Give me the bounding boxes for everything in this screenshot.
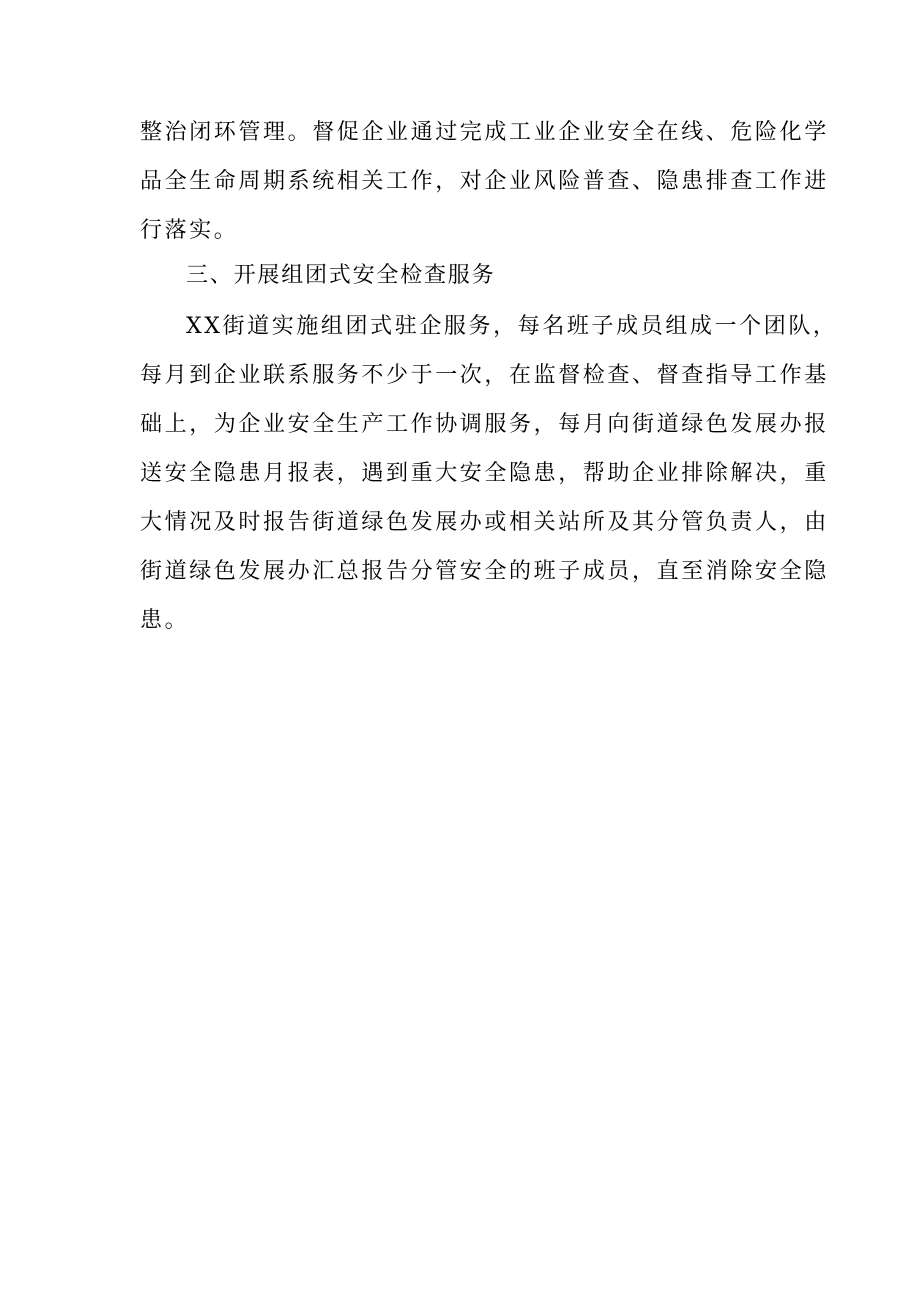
paragraph-line: 础上，为企业安全生产工作协调服务，每月向街道绿色发展办报 (140, 412, 829, 437)
paragraph-line: 患。 (140, 608, 190, 633)
paragraph-line: XX街道实施组团式驻企服务，每名班子成员组成一个团队， (186, 314, 838, 339)
paragraph-line: 大情况及时报告街道绿色发展办或相关站所及其分管负责人，由 (140, 510, 829, 535)
paragraph-line: 整治闭环管理。督促企业通过完成工业企业安全在线、危险化学 (140, 120, 829, 145)
paragraph-line: 行落实。 (140, 218, 239, 243)
paragraph-line: 街道绿色发展办汇总报告分管安全的班子成员，直至消除安全隐 (140, 559, 829, 584)
paragraph-line: 每月到企业联系服务不少于一次，在监督检查、督查指导工作基 (140, 363, 829, 388)
paragraph-line: 品全生命周期系统相关工作，对企业风险普查、隐患排查工作进 (140, 169, 829, 194)
paragraph-section-3 (140, 302, 838, 645)
paragraph-continuation (140, 108, 829, 255)
section-heading: 三、开展组团式安全检查服务 (186, 263, 496, 288)
paragraph-line: 送安全隐患月报表，遇到重大安全隐患，帮助企业排除解决，重 (140, 461, 829, 486)
